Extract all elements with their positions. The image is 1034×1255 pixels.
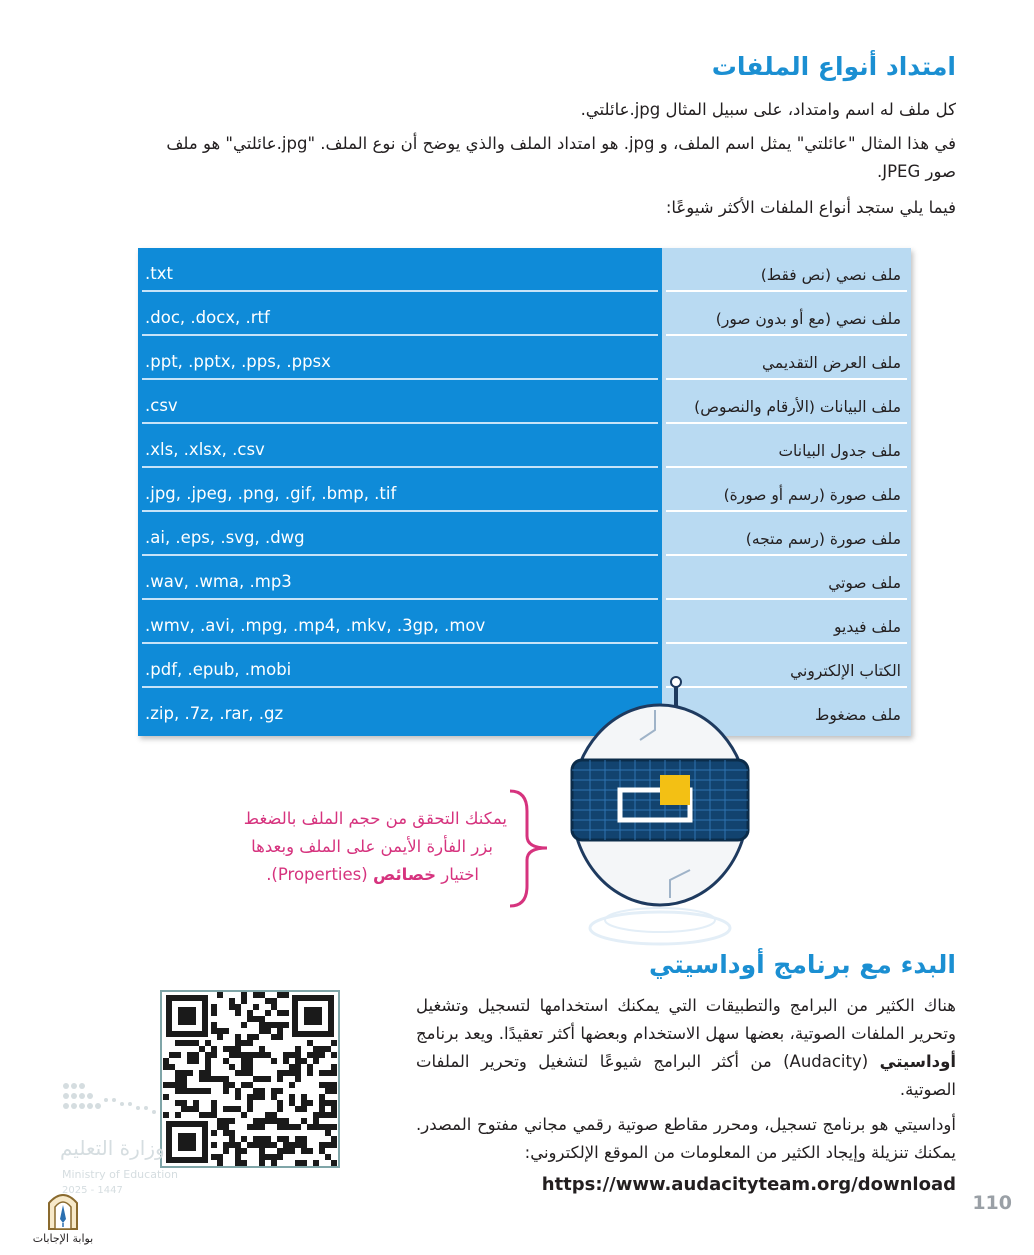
file-type-cell: ملف صورة (رسم أو صورة): [723, 486, 901, 504]
ministry-name-ar: وزارة التعليم: [60, 1136, 165, 1160]
file-extensions-cell: .pdf, .epub, .mobi: [145, 660, 292, 679]
callout-line-3-post: (Properties).: [266, 865, 373, 884]
table-row: [138, 512, 911, 556]
file-type-cell: ملف العرض التقديمي: [761, 354, 901, 372]
table-row: [138, 424, 911, 468]
ministry-logo-icon: [60, 1078, 170, 1128]
file-extensions-cell: .zip, .7z, .rar, .gz: [145, 704, 284, 723]
qr-code[interactable]: [160, 990, 340, 1168]
file-types-table: [138, 248, 911, 736]
file-type-cell: ملف صورة (رسم متجه): [745, 530, 901, 548]
file-type-cell: ملف مضغوط: [815, 706, 901, 724]
file-extensions-cell: .csv: [145, 396, 178, 415]
callout-line-2: بزر الفأرة الأيمن على الملف وبعدها: [251, 837, 493, 856]
file-extensions-cell: .ai, .eps, .svg, .dwg: [145, 528, 305, 547]
audacity-download-link[interactable]: https://www.audacityteam.org/download: [541, 1174, 956, 1195]
section-title-audacity: البدء مع برنامج أوداسيتي: [648, 950, 956, 979]
callout-line-3-pre: اختيار: [436, 865, 479, 884]
file-type-cell: ملف البيانات (الأرقام والنصوص): [694, 398, 901, 416]
table-row: [138, 248, 911, 292]
robot-illustration: [560, 670, 760, 950]
table-row: [138, 600, 911, 644]
file-extensions-cell: .xls, .xlsx, .csv: [145, 440, 265, 459]
section-title-file-extensions: امتداد أنواع الملفات: [711, 52, 956, 81]
table-row: [138, 380, 911, 424]
file-extensions-cell: .doc, .docx, .rtf: [145, 308, 270, 327]
file-type-cell: ملف فيديو: [834, 618, 901, 636]
file-type-cell: ملف صوتي: [828, 574, 901, 592]
file-extensions-cell: .txt: [145, 264, 173, 283]
table-row: [138, 688, 911, 732]
file-extensions-cell: .ppt, .pptx, .pps, .ppsx: [145, 352, 331, 371]
file-extensions-cell: .wav, .wma, .mp3: [145, 572, 292, 591]
table-row: [138, 556, 911, 600]
callout-line-3: [147, 861, 507, 889]
table-row: [138, 336, 911, 380]
callout-brace: [505, 786, 555, 911]
paragraph-common-types: فيما يلي ستجد أنواع الملفات الأكثر شيوعًا:: [665, 198, 956, 217]
file-type-cell: ملف نصي (نص فقط): [760, 266, 901, 284]
audacity-intro-a: هناك الكثير من البرامج والتطبيقات التي يمكنك استخدامها لتسجيل وتشغيل وتحرير الملفات الصوتية، بعضها سهل الاستخدام وبعضها أكثر تعقيدًا. ويعد برنامج: [416, 996, 956, 1043]
qr-code-pattern: [162, 992, 338, 1166]
paragraph-audacity-intro: [416, 992, 956, 1104]
paragraph-audacity-description: أوداسيتي هو برنامج تسجيل، ومحرر مقاطع صوتية رقمي مجاني مفتوح المصدر. يمكنك تنزيلة وإيجاد الكثير من المعلومات من الموقع الإلكتروني:: [416, 1115, 956, 1162]
paragraph-intro: كل ملف له اسم وامتداد، على سبيل المثال jpg.عائلتي.: [580, 100, 956, 119]
file-extensions-cell: .wmv, .avi, .mpg, .mp4, .mkv, .3gp, .mov: [145, 616, 486, 635]
table-row: [138, 468, 911, 512]
site-logo-icon: [43, 1185, 83, 1231]
ministry-name-en: Ministry of Education: [62, 1168, 179, 1181]
audacity-intro-b: (Audacity) من أكثر البرامج شيوعًا لتشغيل وتحرير الملفات الصوتية.: [416, 1052, 956, 1099]
file-type-cell: الكتاب الإلكتروني: [790, 662, 901, 680]
callout-properties-bold: خصائص: [372, 865, 437, 884]
ministry-year: 2025 - 1447: [62, 1185, 123, 1196]
file-size-callout: [147, 805, 507, 889]
file-type-cell: ملف نصي (مع أو بدون صور): [715, 310, 901, 328]
site-logo-text: بوابة الإجابات: [32, 1232, 94, 1245]
audacity-bold: أوداسيتي: [879, 1052, 956, 1071]
paragraph-example: في هذا المثال "عائلتي" يمثل اسم الملف، و jpg. هو امتداد الملف والذي يوضح أن نوع الملف. "jpg.عائلتي" هو ملف صور JPEG.: [166, 134, 956, 181]
file-type-cell: ملف جدول البيانات: [778, 442, 901, 460]
callout-line-1: يمكنك التحقق من حجم الملف بالضغط: [243, 809, 507, 828]
table-row: [138, 292, 911, 336]
table-row: [138, 644, 911, 688]
file-extensions-cell: .jpg, .jpeg, .png, .gif, .bmp, .tif: [145, 484, 397, 503]
page-number: 110: [972, 1192, 1012, 1214]
